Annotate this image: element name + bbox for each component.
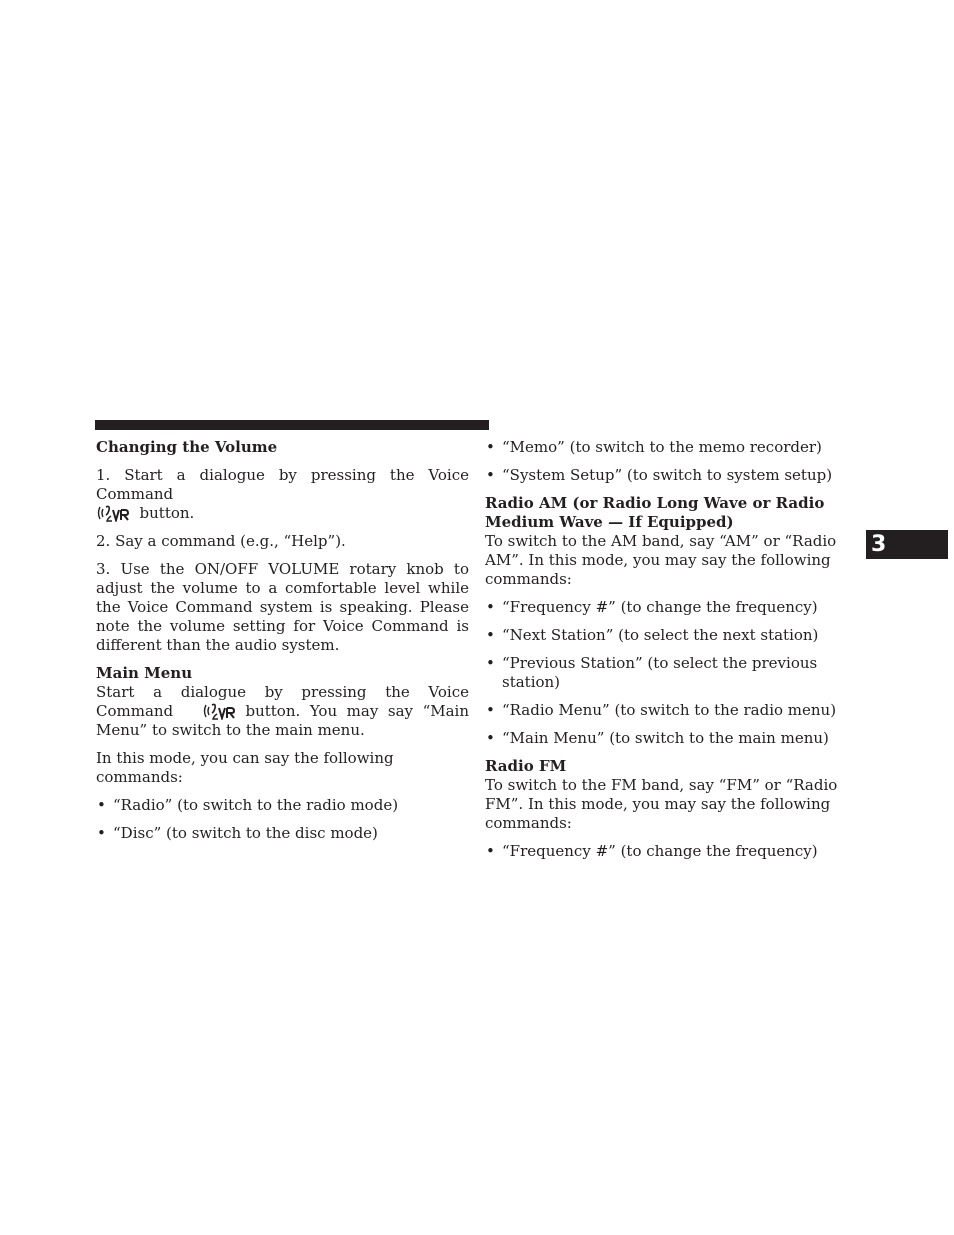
list-item: • “System Setup” (to switch to system setup) xyxy=(485,466,859,485)
list-item: • “Frequency #” (to change the frequency) xyxy=(485,598,859,617)
list-item: • “Next Station” (to select the next station) xyxy=(485,626,859,645)
main-menu-command-list-continued xyxy=(485,438,859,485)
chapter-tab xyxy=(866,530,948,559)
chapter-number: 3 xyxy=(871,532,887,557)
main-menu-intro: Start a dialogue by pressing the Voice Command button. You may say “Main Menu” to switch to the main menu. xyxy=(96,683,469,739)
list-item: • “Disc” (to switch to the disc mode) xyxy=(96,824,469,843)
list-item: • “Previous Station” (to select the previous station) xyxy=(485,654,859,692)
radio-am-command-list xyxy=(485,598,859,748)
list-item: • “Memo” (to switch to the memo recorder) xyxy=(485,438,859,457)
section-header-bar xyxy=(95,420,489,430)
main-menu-mode-text: In this mode, you can say the following commands: xyxy=(96,749,394,786)
radio-fm-intro: To switch to the FM band, say “FM” or “Radio FM”. In this mode, you may say the following commands: xyxy=(485,776,838,832)
step-2: 2. Say a command (e.g., “Help”). xyxy=(96,532,346,550)
list-item: • “Frequency #” (to change the frequency) xyxy=(485,842,859,861)
heading-radio-am: Radio AM (or Radio Long Wave or Radio Medium Wave — If Equipped) xyxy=(485,494,825,531)
radio-am-intro: To switch to the AM band, say “AM” or “Radio AM”. In this mode, you may say the following commands: xyxy=(485,532,837,588)
heading-changing-volume: Changing the Volume xyxy=(96,438,278,456)
step-3: 3. Use the ON/OFF VOLUME rotary knob to adjust the volume to a comfortable level while the Voice Command system is speaking. Please note the volume setting for Voice Command is different than the audio system. xyxy=(96,560,469,654)
left-column xyxy=(96,438,469,843)
step-1: 1. Start a dialogue by pressing the Voice Command button. xyxy=(96,466,469,522)
voice-command-vr-icon xyxy=(96,504,130,522)
heading-radio-fm: Radio FM xyxy=(485,757,567,775)
voice-command-vr-icon xyxy=(202,702,236,720)
radio-fm-command-list xyxy=(485,842,859,861)
heading-main-menu: Main Menu xyxy=(96,664,193,682)
list-item: • “Main Menu” (to switch to the main menu) xyxy=(485,729,859,748)
list-item: • “Radio Menu” (to switch to the radio menu) xyxy=(485,701,859,720)
right-column xyxy=(485,438,859,861)
list-item: • “Radio” (to switch to the radio mode) xyxy=(96,796,469,815)
main-menu-command-list xyxy=(96,796,469,843)
